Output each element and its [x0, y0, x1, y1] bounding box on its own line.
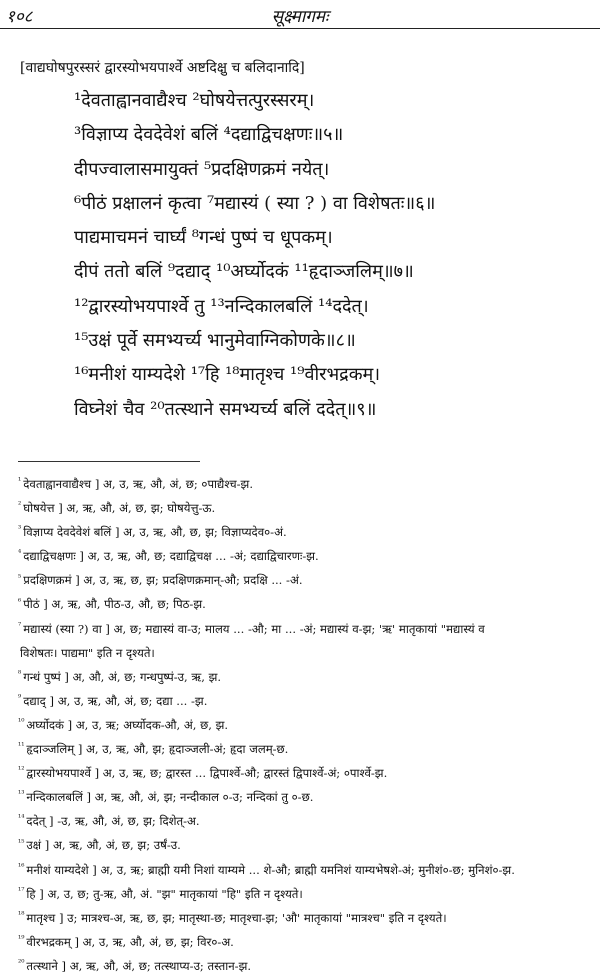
- footnote: [18, 954, 596, 978]
- footnote: [18, 761, 596, 785]
- footnote-number: ¹⁵: [18, 837, 25, 847]
- footnote-number: ¹¹: [18, 741, 25, 751]
- footnote-text: दद्याद् ] अ, उ, ऋ, औ, अं, छ; दद्या ... -झ.: [23, 693, 208, 708]
- footnote-text: देवताह्वानवाद्यैश्च ] अ, उ, ऋ, औ, अं, छ; ०पाद्यैश्च-झ.: [23, 477, 253, 491]
- footnote-text: गन्धं पुष्पं ] अ, औ, अं, छ; गन्धपुष्पं-उ, ऋ, झ.: [23, 669, 222, 684]
- footnote-text: वीरभद्रकम् ] अ, उ, ऋ, औ, अं, छ, झ; विर०-अ.: [26, 934, 234, 949]
- footnote-number: ⁵: [18, 572, 22, 582]
- footnote-text: तत्स्थाने ] अ, ऋ, औ, अं, छ; तत्स्थाप्य-उ; तस्तान-झ.: [26, 958, 252, 973]
- footnote: [18, 496, 596, 520]
- footnote-text: घोषयेत्त ] अ, ऋ, औ, अं, छ, झ; घोषयेत्तु-ऊ.: [23, 501, 216, 516]
- footnote: [18, 737, 596, 761]
- page-header: [0, 4, 600, 26]
- footnote-number: ⁴: [18, 548, 22, 558]
- verse-line: ¹⁵उक्षं पूर्वे समभ्यर्च्य भानुमेवाग्निकोणके॥८॥: [74, 330, 356, 352]
- footnote: [18, 544, 596, 568]
- footnote-number: ²: [18, 500, 22, 510]
- footnote-number: ¹⁷: [18, 885, 25, 895]
- footnote: [18, 882, 596, 906]
- footnote: [18, 665, 596, 689]
- verse-line: ¹देवताह्वानवाद्यैश्च ²घोषयेत्तत्पुरस्सरम्।: [74, 90, 315, 111]
- footnote-text: मनीशं याम्यदेशे ] अ, उ, ऋ; ब्राह्मी यमी निशां याम्यमे ... शे-औ; ब्राह्मी यमनिशं याम्यभेषशे-अं; मुनीशं०-छ; मुनिशं०-झ.: [26, 862, 515, 877]
- header-rule: [0, 28, 600, 29]
- footnote-number: ¹⁶: [18, 861, 25, 871]
- footnote-text: उक्षं ] अ, ऋ, औ, अं, छ, झ; उर्षं-उ.: [26, 838, 181, 853]
- footnote-text: पीठं ] अ, ऋ, औ, पीठ-उ, औ, छ; पिठ-झ.: [23, 597, 206, 612]
- footnote: [18, 568, 596, 592]
- section-heading: [वाद्यघोषपुरस्सरं द्वारस्योभयपार्श्वे अष्टदिक्षु च बलिदानादि]: [20, 60, 305, 76]
- verse-block: [74, 84, 594, 427]
- footnote-number: ¹: [18, 476, 22, 486]
- footnotes: [18, 472, 596, 978]
- footnote: [18, 906, 596, 930]
- footnote: [18, 809, 596, 833]
- footnote: [18, 785, 596, 809]
- footnote: [18, 713, 596, 737]
- footnote-number: ¹⁴: [18, 813, 25, 823]
- footnote: [18, 858, 596, 882]
- footnote-number: ²⁰: [18, 958, 25, 968]
- footnote-text: नन्दिकालबलिं ] अ, ऋ, औ, अं, झ; नन्दीकाल ०-उ; नन्दिकां तु ०-छ.: [26, 790, 314, 805]
- verse-line: दीपं ततो बलिं ⁹दद्याद् ¹⁰अर्घ्योदकं ¹¹हृदाञ्जलिम्॥७॥: [74, 261, 414, 283]
- footnote-number: ⁷: [18, 620, 22, 630]
- footnote-text: हृदाञ्जलिम् ] अ, उ, ऋ, औ, झ; हृदाञ्जली-अं; हृदा जलम्-छ.: [26, 742, 289, 757]
- footnote-number: ³: [18, 524, 22, 534]
- footnote-number: ¹⁸: [18, 909, 25, 919]
- footnote-text: विज्ञाप्य देवदेवेशं बलिं ] अ, उ, ऋ, औ, छ, झ; विज्ञाप्यदेव०-अं.: [23, 525, 287, 540]
- footnote: [18, 520, 596, 544]
- verse-line: दीपज्वालासमायुक्तं ⁵प्रदक्षिणक्रमं नयेत्।: [74, 158, 330, 180]
- footnote-number: ¹³: [18, 789, 25, 799]
- footnote-number: ⁹: [18, 692, 22, 702]
- verse-line: विघ्नेशं चैव ²⁰तत्स्थाने समभ्यर्च्य बलिं ददेत्॥९॥: [74, 398, 377, 420]
- footnote: [18, 833, 596, 857]
- footnote-text: विशेषतः। पाद्यमा" इति न दृश्यते।: [20, 645, 155, 660]
- verse-line: ¹²द्वारस्योभयपार्श्वे तु ¹³नन्दिकालबलिं ¹⁴ददेत्।: [74, 295, 369, 317]
- verse-line: ³विज्ञाप्य देवदेवेशं बलिं ⁴दद्याद्विचक्षणः॥५॥: [74, 124, 344, 146]
- footnote-number: ¹⁹: [18, 933, 25, 943]
- footnote-number: ¹²: [18, 765, 25, 775]
- footnote-number: ¹⁰: [18, 717, 25, 727]
- footnote-number: ⁶: [18, 596, 22, 606]
- footnote: [18, 930, 596, 954]
- footnote-number: ⁸: [18, 668, 22, 678]
- footnote-rule: [18, 461, 200, 462]
- page-number: १०८: [6, 7, 33, 27]
- footnote-text: प्रदक्षिणक्रमं ] अ, उ, ऋ, छ, झ; प्रदक्षिणक्रमान्-औ; प्रदक्षि ... -अं.: [23, 573, 303, 588]
- footnote-text: मद्यास्यं (स्या ?) वा ] अ, छ; मद्यास्यं वा-उ; मालय ... -औ; मा ... -अं; मद्यास्यं व-झ; 'ऋ' मातृकायां "मद्यास्यं व: [23, 621, 485, 636]
- verse-line: ¹⁶मनीशं याम्यदेशे ¹⁷हि ¹⁸मातृश्च ¹⁹वीरभद्रकम्।: [74, 364, 381, 386]
- running-title: सूक्ष्मागमः: [271, 7, 329, 27]
- footnote: [18, 617, 596, 641]
- footnote-continuation: [18, 641, 596, 665]
- verse-line: ⁶पीठं प्रक्षालनं कृत्वा ⁷मद्यास्यं ( स्या ? ) वा विशेषतः॥६॥: [74, 192, 436, 214]
- footnote-text: ददेत् ] -उ, ऋ, औ, अं, छ, झ; दिशेत्-अ.: [26, 814, 200, 829]
- footnote-text: हि ] अ, उ, छ; तु-ऋ, औ, अं. "झ" मातृकायां "हि" इति न दृश्यते।: [26, 886, 303, 901]
- footnote-text: अर्घ्योदकं ] अ, उ, ऋ; अर्घ्योदक-औ, अं, छ, झ.: [26, 717, 229, 732]
- footnote-text: द्वारस्योभयपार्श्वे ] अ, उ, ऋ, छ; द्वारस्त ... द्विपार्श्वे-औ; द्वारस्तं द्विपार्श्वे-अं; ०पार्श्वे-झ.: [26, 766, 388, 781]
- footnote: [18, 592, 596, 616]
- verse-line: पाद्यमाचमनं चार्घ्यं ⁸गन्धं पुष्पं च धूपकम्।: [74, 227, 333, 249]
- footnote: [18, 689, 596, 713]
- footnote-text: मातृश्च ] उ; मात्रश्च-अ, ऋ, छ, झ; मातृस्था-छ; मातृश्चा-झ; 'औ' मातृकायां "मात्रश्च" इति न दृश्यते।: [26, 910, 447, 925]
- footnote-text: दद्याद्विचक्षणः ] अ, उ, ऋ, औ, छ; दद्याद्विचक्ष ... -अं; दद्याद्विचारणः-झ.: [23, 549, 319, 564]
- footnote: [18, 472, 596, 496]
